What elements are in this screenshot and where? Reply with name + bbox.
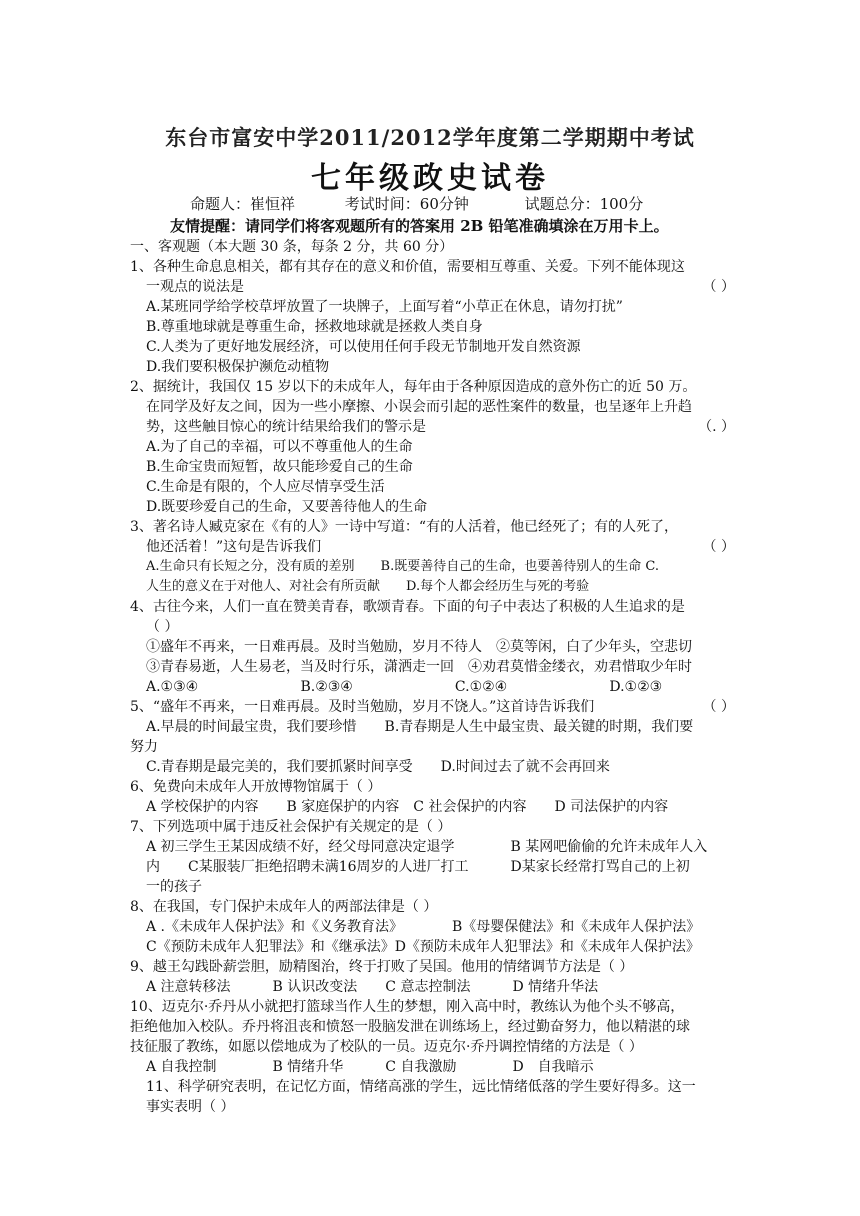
section-heading: 一、客观题（本大题 30 条，每条 2 分，共 60 分） xyxy=(130,239,454,255)
author-label: 命题人：崔恒祥 xyxy=(190,195,296,213)
q1-stem-text: 一观点的说法是 xyxy=(146,279,244,295)
q7-stem: 7、下列选项中属于违反社会保护有关规定的是（ ） xyxy=(130,819,452,835)
q1-option-a: A.某班同学给学校草坪放置了一块牌子，上面写着“小草正在休息，请勿打扰” xyxy=(146,299,623,315)
q6-stem: 6、免费向未成年人开放博物馆属于（ ） xyxy=(130,779,382,795)
q1-option-c: C.人类为了更好地发展经济，可以使用任何手段无节制地开发自然资源 xyxy=(146,339,581,355)
q3-options-line1: A.生命只有长短之分，没有质的差别 B.既要善待自己的生命，也要善待别人的生命 C. xyxy=(146,559,659,574)
q9-options: A 注意转移法 B 认识改变法 C 意志控制法 D 情绪升华法 xyxy=(146,979,599,995)
q5-stem-text: 5、“盛年不再来，一日难再晨。及时当勉励，岁月不饶人。”这首诗告诉我们 xyxy=(130,699,595,715)
q1-option-b: B.尊重地球就是尊重生命，拯救地球就是拯救人类自身 xyxy=(146,319,483,335)
q7-options-line2: 内 C某服装厂拒绝招聘未满16周岁的人进厂打工 D某家长经常打骂自己的上初 xyxy=(146,859,690,875)
q1-option-d: D.我们要积极保护濒危动植物 xyxy=(146,359,330,375)
q2-option-d: D.既要珍爱自己的生命，又要善待他人的生命 xyxy=(146,499,428,515)
q3-stem-line1: 3、著名诗人臧克家在《有的人》一诗中写道：“有的人活着，他已经死了；有的人死了， xyxy=(130,519,679,535)
exam-title: 七年级政史试卷 xyxy=(311,161,549,196)
q10-line3: 技征服了教练，如愿以偿地成为了校队的一员。迈克尔·乔丹调控情绪的方法是（ ） xyxy=(130,1039,643,1055)
q10-line2: 拒绝他加入校队。乔丹将沮丧和愤怒一股脑发泄在训练场上，经过勤奋努力，他以精湛的球 xyxy=(130,1019,690,1035)
q10-options: A 自我控制 B 情绪升华 C 自我激励 D 自我暗示 xyxy=(146,1059,594,1075)
q3-answer-paren: （ ） xyxy=(702,539,735,555)
q2-option-b: B.生命宝贵而短暂，故只能珍爱自己的生命 xyxy=(146,459,413,475)
q4-option-c: C.①②④ xyxy=(454,679,508,695)
q4-stem-line1: 4、古往今来，人们一直在赞美青春，歌颂青春。下面的句子中表达了积极的人生追求的是 xyxy=(130,599,685,615)
q4-options xyxy=(130,677,735,697)
q8-options-line1: A .《未成年人保护法》和《义务教育法》 B《母婴保健法》和《未成年人保护法》 xyxy=(146,919,701,935)
q1-stem-line1: 1、各种生命息息相关，都有其存在的意义和价值，需要相互尊重、关爱。下列不能体现这 xyxy=(130,259,685,275)
q2-stem-line2: 在同学及好友之间，因为一些小摩擦、小误会而引起的恶性案件的数量，也呈逐年上升趋 xyxy=(146,399,692,415)
q5-options-line1: A.早晨的时间最宝贵，我们要珍惜 B.青春期是人生中最宝贵、最关键的时期，我们要 xyxy=(146,719,694,735)
q7-options-line3: 一的孩子 xyxy=(146,879,202,895)
q6-options: A 学校保护的内容 B 家庭保护的内容 C 社会保护的内容 D 司法保护的内容 xyxy=(146,799,669,815)
q2-stem-line1: 2、据统计，我国仅 15 岁以下的未成年人，每年由于各种原因造成的意外伤亡的近 50 万。 xyxy=(130,379,697,395)
q5-options-line3: C.青春期是最完美的，我们要抓紧时间享受 D.时间过去了就不会再回来 xyxy=(146,759,610,775)
question-body xyxy=(130,237,735,1117)
q7-options-line1: A 初三学生王某因成绩不好，经父母同意决定退学 B 某网吧偷偷的允许未成年人入 xyxy=(146,839,708,855)
q4-option-a: A.①③④ xyxy=(146,679,199,695)
q1-stem-line2 xyxy=(130,277,735,297)
q2-answer-paren: （. ） xyxy=(698,419,735,435)
q11-line1: 11、科学研究表明，在记忆方面，情绪高涨的学生，远比情绪低落的学生要好得多。这一 xyxy=(146,1079,696,1095)
q4-option-b: B.②③④ xyxy=(300,679,353,695)
friendly-reminder: 友情提醒：请同学们将客观题所有的答案用 2B 铅笔准确填涂在万用卡上。 xyxy=(170,217,669,235)
q3-stem-line2 xyxy=(130,537,735,557)
time-label: 考试时间：60分钟 xyxy=(344,195,469,213)
q2-stem-line3 xyxy=(130,417,735,437)
total-score-label: 试题总分：100分 xyxy=(524,195,644,213)
q3-stem-text: 他还活着！”这句是告诉我们 xyxy=(146,539,322,555)
q8-stem: 8、在我国，专门保护未成年人的两部法律是（ ） xyxy=(130,899,438,915)
q4-item-line1: ①盛年不再来，一日难再晨。及时当勉励，岁月不待人 ②莫等闲，白了少年头，空悲切 xyxy=(146,639,692,655)
exam-meta xyxy=(190,193,750,214)
q11-line2: 事实表明（ ） xyxy=(146,1099,235,1115)
q5-answer-paren: （ ） xyxy=(702,699,735,715)
q2-stem-text: 势，这些触目惊心的统计结果给我们的警示是 xyxy=(146,419,426,435)
q2-option-c: C.生命是有限的，个人应尽情享受生活 xyxy=(146,479,385,495)
q5-options-line2: 努力 xyxy=(130,739,158,755)
q1-answer-paren: （ ） xyxy=(702,279,735,295)
q2-option-a: A.为了自己的幸福，可以不尊重他人的生命 xyxy=(146,439,413,455)
q9-stem: 9、越王勾践卧薪尝胆，励精图治，终于打败了吴国。他用的情绪调节方法是（ ） xyxy=(130,959,634,975)
school-title: 东台市富安中学2011/2012学年度第二学期期中考试 xyxy=(165,125,695,150)
q4-item-line2: ③青春易逝，人生易老，当及时行乐，潇洒走一回 ④劝君莫惜金缕衣，劝君惜取少年时 xyxy=(146,659,692,675)
q4-option-d: D.①②③ xyxy=(609,679,663,695)
q8-options-line2: C《预防未成年人犯罪法》和《继承法》D《预防未成年人犯罪法》和《未成年人保护法》 xyxy=(146,939,700,955)
q5-stem xyxy=(130,697,735,717)
q10-line1: 10、迈克尔·乔丹从小就把打篮球当作人生的梦想，刚入高中时，教练认为他个头不够高， xyxy=(130,999,685,1015)
q3-options-line2: 人生的意义在于对他人、对社会有所贡献 D.每个人都会经历生与死的考验 xyxy=(146,579,590,594)
q4-stem-line2: （ ） xyxy=(146,619,179,635)
